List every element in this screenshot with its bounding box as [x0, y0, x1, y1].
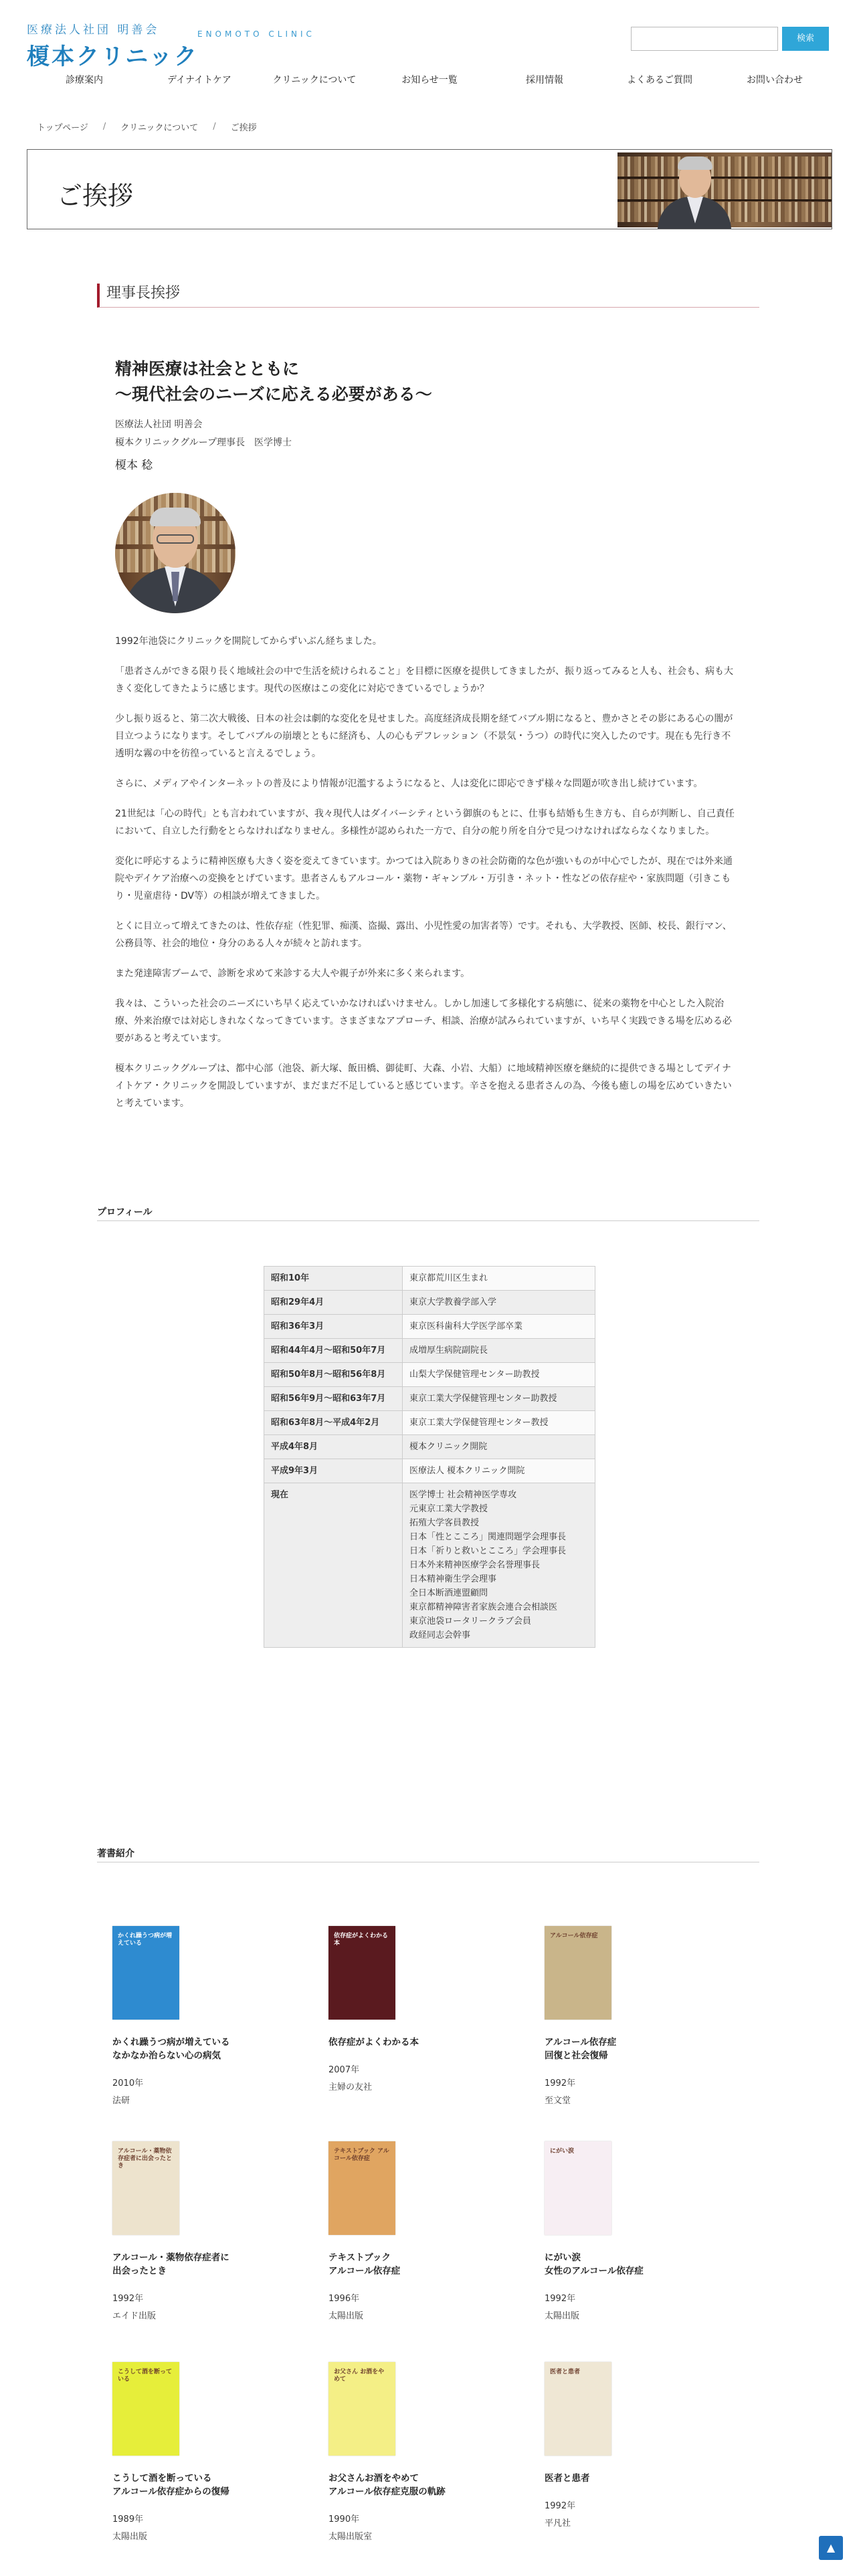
- book-title-line: にがい涙: [545, 2252, 581, 2263]
- book-card: [328, 2141, 502, 2323]
- book-card: [545, 2362, 719, 2531]
- book-title-line: かくれ躁うつ病が増えている: [112, 2037, 230, 2048]
- profile-period: 昭和29年4月: [264, 1291, 403, 1315]
- book-publisher: エイド出版: [112, 2311, 157, 2321]
- table-row: [264, 1291, 595, 1315]
- book-cover-text: かくれ躁うつ病が増えている: [118, 1933, 173, 1947]
- book-cover-image: [545, 2362, 611, 2456]
- search-button[interactable]: 検索: [782, 27, 829, 51]
- profile-detail: 医療法人 榎本クリニック開院: [403, 1459, 595, 1483]
- book-card: [112, 2362, 286, 2544]
- nav-item-clinic-guide[interactable]: 診療案内: [66, 75, 103, 86]
- book-title: [328, 2036, 502, 2049]
- book-publisher: 主婦の友社: [328, 2082, 373, 2092]
- breadcrumb-current: ご挨拶: [230, 123, 257, 133]
- author-affiliation: [115, 416, 292, 452]
- book-title-line: 医者と患者: [545, 2473, 590, 2484]
- section-heading-director-message: 理事長挨拶: [97, 284, 759, 308]
- profile-detail-line: 日本精神衛生学会理事: [409, 1574, 497, 1584]
- book-year: 1990年: [328, 2514, 360, 2525]
- book-cover-text: アルコール・薬物依存症者に出会ったとき: [118, 2148, 173, 2169]
- message-paragraph: 変化に呼応するように精神医療も大きく姿を変えてきています。かつては入院ありきの社会防衛的な色が強いものが中心でしたが、現在では外来通院やデイケア治療への変換をとげています。患者さんもアルコール・薬物・ギャンブル・万引き・ネット・性などの依存症や・家族問題（引きこもり・児童虐待・DV等）の相談が増えてきました。: [115, 856, 733, 901]
- logo-title: 榎本クリニック: [27, 43, 199, 70]
- book-title: [112, 2472, 286, 2498]
- message-heading-line1: 精神医療は社会とともに: [115, 359, 300, 379]
- message-body: [115, 633, 737, 1125]
- table-row: [264, 1387, 595, 1411]
- book-cover-text: テキストブック アルコール依存症: [334, 2148, 389, 2162]
- breadcrumb-home[interactable]: トップページ: [37, 123, 88, 133]
- message-paragraph: とくに目立って増えてきたのは、性依存症（性犯罪、痴漢、盗撮、露出、小児性愛の加害者等）です。それも、大学教授、医師、校長、銀行マン、公務員等、社会的地位・身分のある人々が続々と訪れます。: [115, 921, 732, 949]
- profile-detail-line: 東京都精神障害者家族会連合会相談医: [409, 1602, 558, 1612]
- breadcrumb-separator: /: [213, 122, 216, 132]
- book-title-line: 出会ったとき: [112, 2266, 167, 2276]
- profile-detail: 東京医科歯科大学医学部卒業: [403, 1315, 595, 1339]
- profile-table: [264, 1266, 595, 1648]
- message-paragraph: 我々は、こういった社会のニーズにいち早く応えていかなければいけません。しかし加速して多様化する病態に、従来の薬物を中心とした入院治療、外来治療では対応しきれなくなってきています。さまざまなアプローチ、相談、治療が試みられていますが、いち早く実践できる場を広める必要があると考えています。: [115, 998, 732, 1044]
- book-cover-image: [328, 2141, 395, 2235]
- book-title-line: 回復と社会復帰: [545, 2050, 608, 2061]
- author-position: 榎本クリニックグループ理事長 医学博士: [115, 437, 292, 448]
- book-title-line: 女性のアルコール依存症: [545, 2266, 644, 2276]
- profile-detail: 成増厚生病院副院長: [403, 1339, 595, 1363]
- profile-detail-line: 日本外来精神医療学会名誉理事長: [409, 1560, 541, 1570]
- nav-item-faq[interactable]: よくあるご質問: [627, 75, 692, 86]
- profile-detail-line: 政経同志会幹事: [409, 1630, 471, 1640]
- author-org: 医療法人社団 明善会: [115, 419, 203, 430]
- site-header: [0, 0, 859, 100]
- book-year: 1996年: [328, 2294, 360, 2304]
- book-title-line: アルコール依存症: [328, 2266, 401, 2276]
- breadcrumb: [37, 120, 257, 133]
- profile-detail: 東京大学教養学部入学: [403, 1291, 595, 1315]
- book-publisher: 太陽出版室: [328, 2532, 373, 2542]
- book-year: 2010年: [112, 2078, 144, 2088]
- book-cover-image: [112, 1926, 179, 2020]
- book-cover-text: 依存症がよくわかる本: [334, 1933, 389, 1947]
- message-paragraph: また発達障害ブームで、診断を求めて来診する大人や親子が外来に多く来られます。: [115, 968, 470, 979]
- profile-period: 昭和36年3月: [264, 1315, 403, 1339]
- site-logo[interactable]: [27, 20, 315, 71]
- profile-period: 昭和50年8月〜昭和56年8月: [264, 1363, 403, 1387]
- book-cover-text: 医者と患者: [550, 2369, 581, 2375]
- nav-item-recruit[interactable]: 採用情報: [526, 75, 563, 86]
- message-heading: [115, 356, 432, 407]
- table-row: [264, 1267, 595, 1291]
- book-title-line: アルコール依存症からの復帰: [112, 2486, 229, 2497]
- director-portrait: [115, 493, 235, 613]
- profile-detail: 山梨大学保健管理センター助教授: [403, 1363, 595, 1387]
- profile-period: 現在: [264, 1483, 403, 1648]
- message-paragraph: 榎本クリニックグループは、都中心部（池袋、新大塚、飯田橋、御徒町、大森、小岩、大船）に地域精神医療を継続的に提供できる場としてデイナイトケア・クリニックを開設していますが、まだまだ不足していると感じています。辛さを抱える患者さんの為、今後も癒しの場を広めていきたいと考えています。: [115, 1063, 732, 1109]
- book-title-line: テキストブック: [328, 2252, 391, 2263]
- message-paragraph: 「患者さんができる限り長く地域社会の中で生活を続けられること」を目標に医療を提供してきましたが、振り返ってみると人も、社会も、病も大きく変化してきたように感じます。現代の医療はこの変化に対応できているでしょうか？: [115, 666, 733, 694]
- book-title-line: アルコール・薬物依存症者に: [112, 2252, 229, 2263]
- table-row: [264, 1483, 595, 1648]
- director-banner-photo: [617, 152, 832, 227]
- book-cover-text: アルコール依存症: [550, 1933, 598, 1939]
- author-name: 榎本 稔: [115, 459, 153, 472]
- book-publisher: 太陽出版: [112, 2532, 148, 2542]
- profile-detail: [403, 1483, 595, 1648]
- book-title: [328, 2251, 502, 2278]
- profile-detail-line: 東京池袋ロータリークラブ会員: [409, 1616, 532, 1626]
- back-to-top-button[interactable]: ▲: [819, 2536, 843, 2560]
- profile-heading: プロフィール: [97, 1206, 759, 1221]
- book-year: 1992年: [112, 2294, 144, 2304]
- book-cover-image: [112, 2141, 179, 2235]
- book-publisher: 法研: [112, 2096, 130, 2106]
- book-title: [545, 2472, 719, 2485]
- book-year: 2007年: [328, 2065, 360, 2075]
- book-cover-text: お父さん お酒をやめて: [334, 2369, 385, 2383]
- search-input[interactable]: [631, 27, 778, 51]
- books-heading: 著書紹介: [97, 1848, 759, 1862]
- book-card: [545, 1926, 719, 2108]
- message-paragraph: 1992年池袋にクリニックを開院してからずいぶん経ちました。: [115, 636, 382, 647]
- profile-detail-line: 全日本断酒連盟顧問: [409, 1588, 488, 1598]
- book-title-line: なかなか治らない心の病気: [112, 2050, 221, 2061]
- book-title: [545, 2251, 719, 2278]
- message-paragraph: さらに、メディアやインターネットの普及により情報が氾濫するようになると、人は変化に即応できず様々な問題が吹き出し続けています。: [115, 778, 703, 789]
- profile-detail-line: 日本「祈りと救いとこころ」学会理事長: [409, 1546, 567, 1556]
- book-title: [545, 2036, 719, 2062]
- book-publisher: 太陽出版: [545, 2311, 580, 2321]
- book-card: [112, 2141, 286, 2323]
- profile-period: 平成9年3月: [264, 1459, 403, 1483]
- book-cover-image: [545, 1926, 611, 2020]
- book-card: [112, 1926, 286, 2108]
- nav-item-about-clinic[interactable]: クリニックについて: [272, 75, 357, 86]
- table-row: [264, 1315, 595, 1339]
- profile-detail-line: 元東京工業大学教授: [409, 1504, 488, 1514]
- profile-detail: 榎本クリニック開院: [403, 1435, 595, 1459]
- logo-subtitle: 医療法人社団 明善会: [27, 23, 160, 37]
- book-title: [328, 2472, 502, 2498]
- profile-detail: 東京都荒川区生まれ: [403, 1267, 595, 1291]
- profile-detail-line: 医学博士 社会精神医学専攻: [409, 1490, 517, 1500]
- book-year: 1992年: [545, 2078, 576, 2088]
- table-row: [264, 1459, 595, 1483]
- message-heading-line2: 〜現代社会のニーズに応える必要がある〜: [115, 385, 432, 404]
- book-title-line: アルコール依存症: [545, 2037, 617, 2048]
- breadcrumb-about[interactable]: クリニックについて: [120, 123, 199, 133]
- book-cover-image: [328, 1926, 395, 2020]
- profile-detail: 東京工業大学保健管理センター助教授: [403, 1387, 595, 1411]
- page-title: ご挨拶: [57, 181, 134, 211]
- profile-detail-line: 日本「性とこころ」関連問題学会理事長: [409, 1532, 567, 1542]
- book-title-line: 依存症がよくわかる本: [328, 2037, 419, 2048]
- table-row: [264, 1435, 595, 1459]
- book-cover-text: にがい涙: [550, 2148, 575, 2155]
- book-publisher: 太陽出版: [328, 2311, 364, 2321]
- profile-period: 昭和44年4月〜昭和50年7月: [264, 1339, 403, 1363]
- book-cover-text: こうして酒を断っている: [118, 2369, 173, 2383]
- table-row: [264, 1363, 595, 1387]
- table-row: [264, 1339, 595, 1363]
- book-publisher: 至文堂: [545, 2096, 571, 2106]
- message-paragraph: 21世紀は「心の時代」とも言われていますが、我々現代人はダイバーシティという御旗のもとに、仕事も結婚も生き方も、自らが判断し、自己責任において、自立した行動をとらなければなりません。多様性が認められた一方で、自分の舵り所を自分で見つけなければならなくなりました。: [115, 809, 735, 837]
- page-title-band: [27, 149, 832, 229]
- book-year: 1989年: [112, 2514, 144, 2525]
- profile-period: 昭和56年9月〜昭和63年7月: [264, 1387, 403, 1411]
- book-card: [328, 2362, 502, 2544]
- book-card: [545, 2141, 719, 2323]
- book-title: [112, 2251, 286, 2278]
- book-title-line: こうして酒を断っている: [112, 2473, 212, 2484]
- logo-english: ENOMOTO CLINIC: [197, 29, 315, 39]
- book-title-line: アルコール依存症克服の軌跡: [328, 2486, 446, 2497]
- profile-detail-line: 拓殖大学客員教授: [409, 1518, 480, 1528]
- book-cover-image: [112, 2362, 179, 2456]
- profile-period: 平成4年8月: [264, 1435, 403, 1459]
- profile-period: 昭和10年: [264, 1267, 403, 1291]
- profile-period: 昭和63年8月〜平成4年2月: [264, 1411, 403, 1435]
- main-nav: [27, 67, 832, 94]
- book-publisher: 平凡社: [545, 2518, 571, 2529]
- table-row: [264, 1411, 595, 1435]
- book-year: 1992年: [545, 2294, 576, 2304]
- message-paragraph: 少し振り返ると、第二次大戦後、日本の社会は劇的な変化を見せました。高度経済成長期を経てバブル期になると、豊かさとその影にある心の闇が目立つようになります。そしてバブルの崩壊とともに経済も、人の心もデフレッション（不景気・うつ）の時代に突入したのです。現在も先行き不透明な霧の中を彷徨っていると言えるでしょう。: [115, 714, 733, 759]
- book-cover-image: [545, 2141, 611, 2235]
- nav-item-contact[interactable]: お問い合わせ: [747, 75, 803, 86]
- breadcrumb-separator: /: [102, 122, 106, 132]
- book-card: [328, 1926, 502, 2095]
- book-title: [112, 2036, 286, 2062]
- nav-item-news[interactable]: お知らせ一覧: [401, 75, 458, 86]
- book-title-line: お父さんお酒をやめて: [328, 2473, 419, 2484]
- book-year: 1992年: [545, 2501, 576, 2511]
- nav-item-day-night-care[interactable]: デイナイトケア: [167, 75, 231, 86]
- profile-detail: 東京工業大学保健管理センター教授: [403, 1411, 595, 1435]
- book-cover-image: [328, 2362, 395, 2456]
